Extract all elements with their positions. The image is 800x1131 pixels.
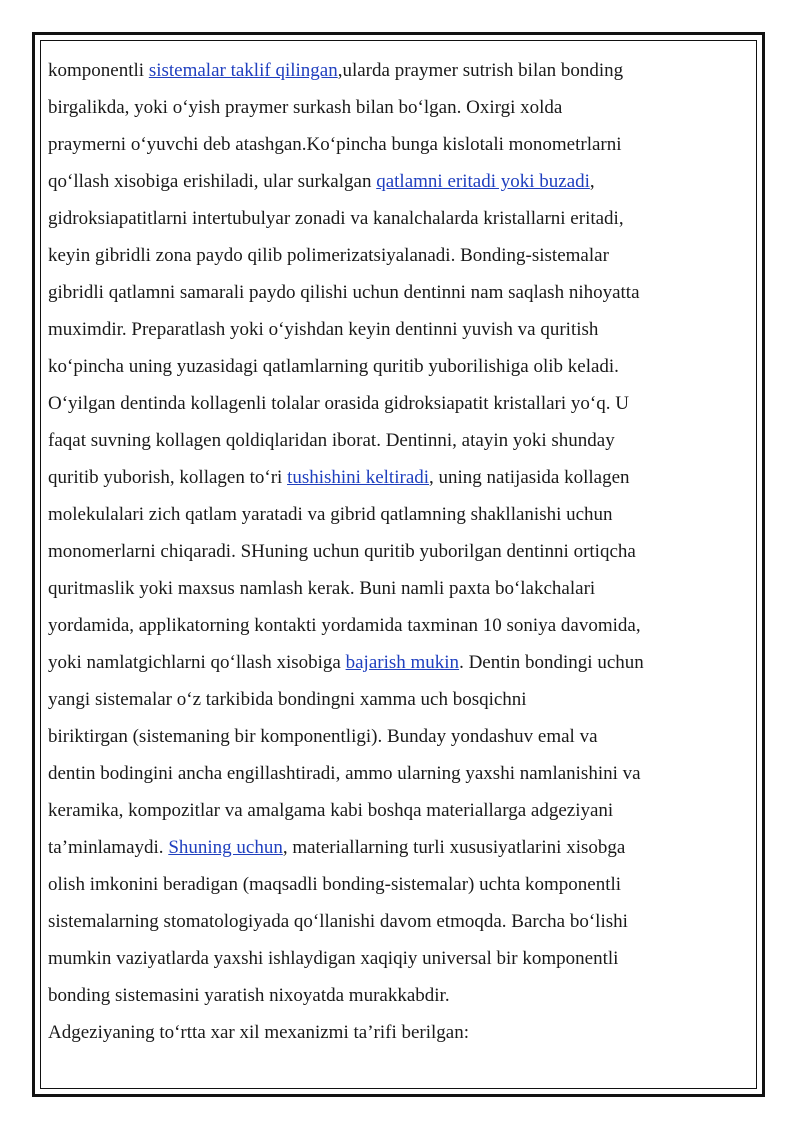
text-line [48, 681, 728, 718]
text-line [48, 459, 728, 496]
text-segment: komponentli [48, 60, 149, 81]
text-segment: quritmaslik yoki maxsus namlash kerak. Buni namli paxta bo‘lakchalari [48, 578, 596, 599]
text-line [48, 89, 728, 126]
text-segment: . Dentin bondingi uchun [459, 652, 644, 673]
text-segment: , uning natijasida kollagen [429, 467, 630, 488]
text-line [48, 385, 728, 422]
text-segment: olish imkonini beradigan (maqsadli bonding-sistemalar) uchta komponentli [48, 874, 622, 895]
text-segment: gibridli qatlamni samarali paydo qilishi uchun dentinni nam saqlash nihoyatta [48, 282, 640, 303]
text-line [48, 237, 728, 274]
text-line [48, 348, 728, 385]
text-segment: sistemalarning stomatologiyada qo‘llanishi davom etmoqda. Barcha bo‘lishi [48, 911, 628, 932]
text-line [48, 126, 728, 163]
text-segment: ko‘pincha uning yuzasidagi qatlamlarning quritib yuborilishiga olib keladi. [48, 356, 619, 377]
text-line [48, 903, 728, 940]
text-line [48, 1014, 728, 1051]
text-segment: biriktirgan (sistemaning bir komponentligi). Bunday yondashuv emal va [48, 726, 598, 747]
text-segment: quritib yuborish, kollagen to‘ri [48, 467, 288, 488]
text-segment: gidroksiapatitlarni intertubulyar zonadi va kanalchalarda kristallarni eritadi, [48, 208, 624, 229]
text-segment: yangi sistemalar o‘z tarkibida bondingni xamma uch bosqichni [48, 689, 527, 710]
text-line [48, 829, 728, 866]
text-line [48, 940, 728, 977]
text-line [48, 533, 728, 570]
text-segment: dentin bodingini ancha engillashtiradi, ammo ularning yaxshi namlanishini va [48, 763, 641, 784]
text-line [48, 496, 728, 533]
text-segment: birgalikda, yoki o‘yish praymer surkash bilan bo‘lgan. Oxirgi xolda [48, 97, 563, 118]
inline-link[interactable]: qatlamni eritadi yoki buzadi [376, 171, 590, 192]
text-line [48, 755, 728, 792]
text-line [48, 866, 728, 903]
text-line [48, 311, 728, 348]
text-line [48, 274, 728, 311]
inline-link[interactable]: sistemalar taklif qilingan [148, 60, 338, 81]
inline-link[interactable]: bajarish mukin [345, 652, 460, 673]
text-segment: O‘yilgan dentinda kollagenli tolalar orasida gidroksiapatit kristallari yo‘q. U [48, 393, 629, 414]
text-line [48, 570, 728, 607]
text-segment: bonding sistemasini yaratish nixoyatda murakkabdir. [48, 985, 450, 1006]
document-body [48, 52, 728, 1051]
text-line [48, 718, 728, 755]
text-segment: keramika, kompozitlar va amalgama kabi boshqa materiallarga adgeziyani [48, 800, 614, 821]
text-segment: , [589, 171, 595, 192]
text-segment: yordamida, applikatorning kontakti yordamida taxminan 10 soniya davomida, [48, 615, 641, 636]
text-line [48, 52, 728, 89]
text-segment: praymerni o‘yuvchi deb atashgan.Ko‘pincha bunga kislotali monometrlarni [48, 134, 622, 155]
text-segment: mumkin vaziyatlarda yaxshi ishlaydigan xaqiqiy universal bir komponentli [48, 948, 619, 969]
text-segment: monomerlarni chiqaradi. SHuning uchun quritib yuborilgan dentinni ortiqcha [48, 541, 636, 562]
text-segment: , materiallarning turli xususiyatlarini xisobga [282, 837, 626, 858]
text-line [48, 422, 728, 459]
text-segment: molekulalari zich qatlam yaratadi va gibrid qatlamning shakllanishi uchun [48, 504, 613, 525]
text-line [48, 163, 728, 200]
text-line [48, 607, 728, 644]
text-segment: ta’minlamaydi. [48, 837, 169, 858]
text-segment: qo‘llash xisobiga erishiladi, ular surkalgan [48, 171, 377, 192]
text-line [48, 644, 728, 681]
text-segment: ,ularda praymer sutrish bilan bonding [337, 60, 624, 81]
text-segment: keyin gibridli zona paydo qilib polimerizatsiyalanadi. Bonding-sistemalar [48, 245, 609, 266]
inline-link[interactable]: tushishini keltiradi [287, 467, 430, 488]
text-segment: muximdir. Preparatlash yoki o‘yishdan keyin dentinni yuvish va quritish [48, 319, 599, 340]
text-segment: yoki namlatgichlarni qo‘llash xisobiga [48, 652, 346, 673]
text-segment: faqat suvning kollagen qoldiqlaridan iborat. Dentinni, atayin yoki shunday [48, 430, 615, 451]
text-line [48, 200, 728, 237]
inline-link[interactable]: Shuning uchun [168, 837, 283, 858]
text-segment: Adgeziyaning to‘rtta xar xil mexanizmi ta’rifi berilgan: [48, 1022, 470, 1043]
text-line [48, 792, 728, 829]
text-line [48, 977, 728, 1014]
